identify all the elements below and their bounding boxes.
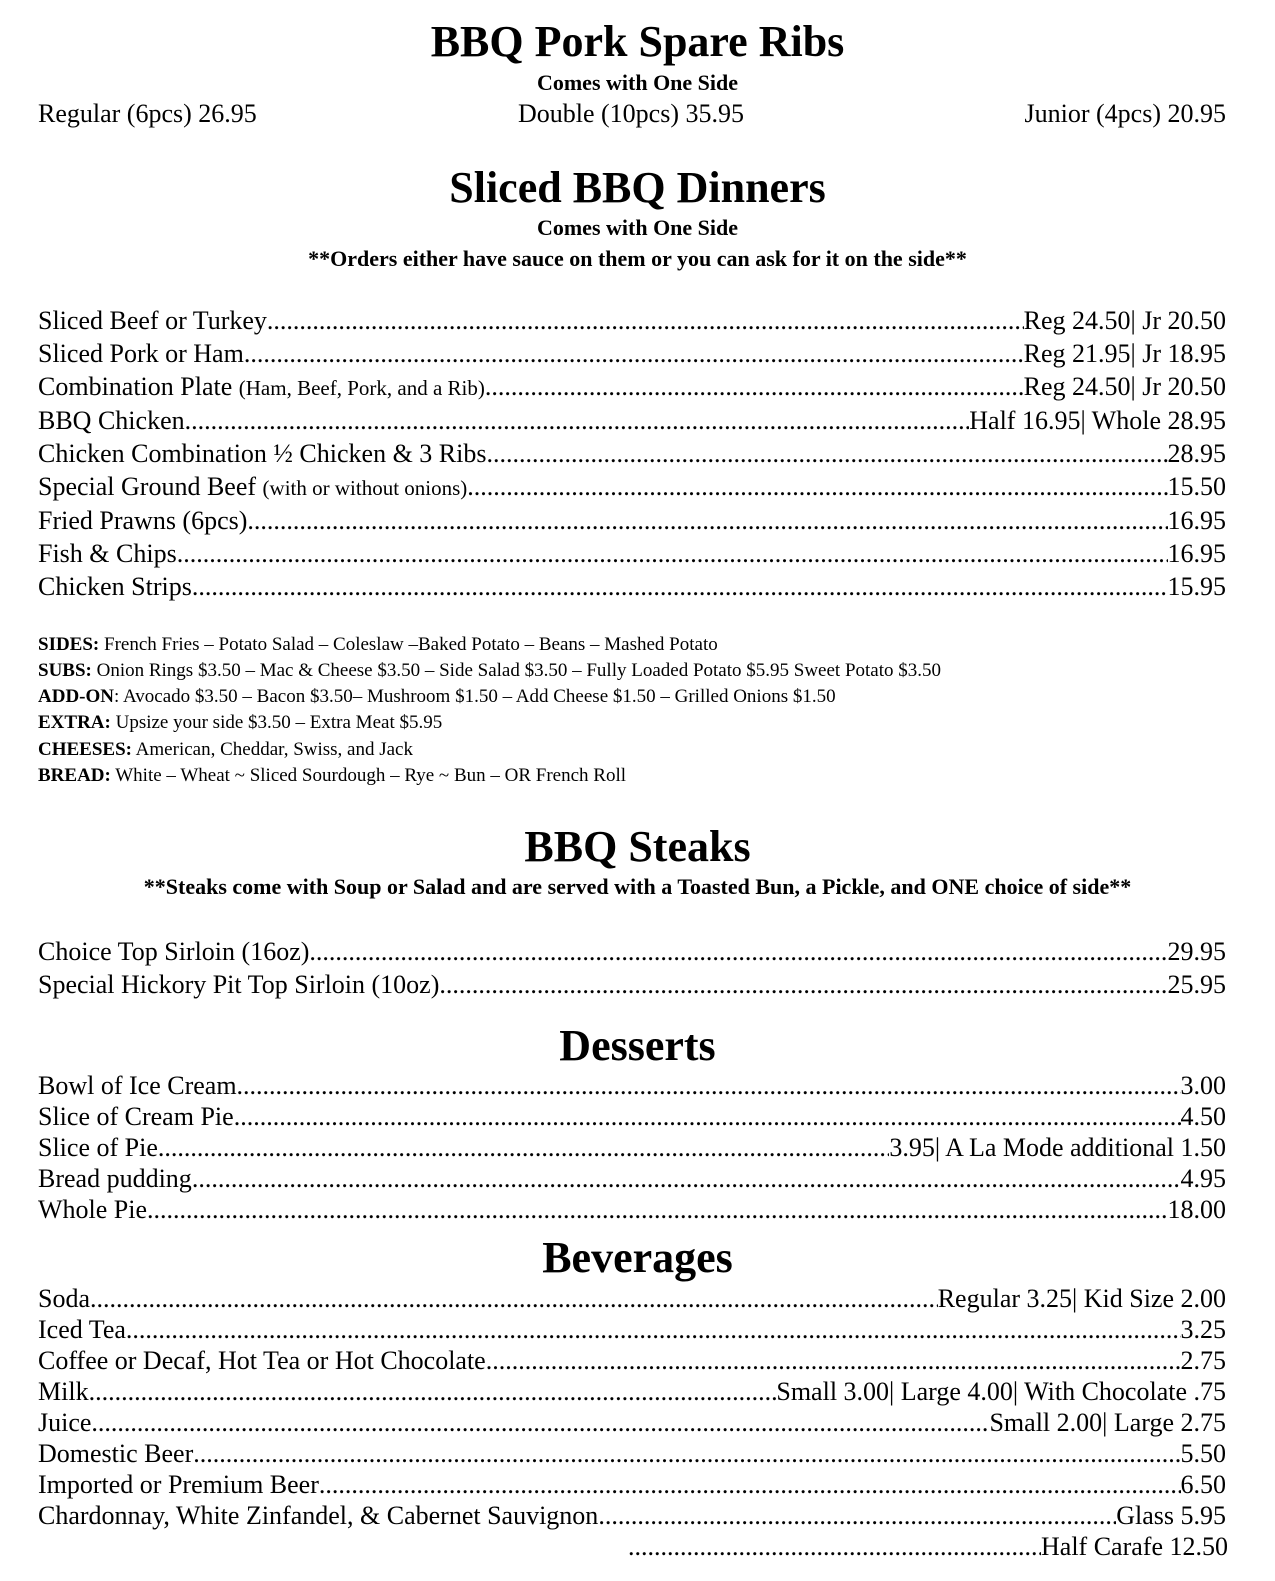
menu-item bbox=[38, 371, 1226, 404]
options-bread bbox=[38, 763, 1238, 789]
item-name: Sliced Pork or Ham bbox=[38, 339, 244, 368]
item-price: 28.95 bbox=[1167, 439, 1226, 468]
option-label: ADD-ON bbox=[38, 686, 114, 707]
options-cheeses bbox=[38, 737, 1238, 763]
ribs-title: BBQ Pork Spare Ribs bbox=[430, 17, 845, 66]
item-name: Bread pudding bbox=[38, 1164, 192, 1193]
steaks-title: BBQ Steaks bbox=[524, 822, 751, 871]
options-sides bbox=[38, 632, 1238, 658]
item-name: Slice of Cream Pie bbox=[38, 1102, 234, 1131]
options-add-on bbox=[38, 684, 1238, 710]
item-name: Whole Pie bbox=[38, 1195, 148, 1224]
leader-dots bbox=[90, 1283, 938, 1315]
item-name: Juice bbox=[38, 1408, 92, 1437]
ribs-subtitle: Comes with One Side bbox=[536, 70, 739, 95]
steaks-note: **Steaks come with Soup or Salad and are served with a Toasted Bun, a Pickle, and ONE choice of side** bbox=[143, 874, 1132, 899]
menu-item bbox=[38, 1345, 1226, 1377]
leader-dots bbox=[234, 1101, 1181, 1133]
leader-dots bbox=[237, 1070, 1181, 1102]
item-price: 3.25 bbox=[1180, 1315, 1226, 1344]
item-name-text: Special Ground Beef bbox=[38, 472, 263, 501]
item-price: 29.95 bbox=[1167, 937, 1226, 966]
menu-item bbox=[38, 1163, 1226, 1195]
leader-dots bbox=[439, 969, 1167, 1001]
item-price: Reg 24.50| Jr 20.50 bbox=[1023, 306, 1226, 335]
menu-item bbox=[38, 1438, 1226, 1470]
menu-item bbox=[38, 1283, 1226, 1315]
item-name: Chicken Strips bbox=[38, 572, 192, 601]
option-text: : Avocado $3.50 – Bacon $3.50– Mushroom $1.50 – Add Cheese $1.50 – Grilled Onions $1.50 bbox=[114, 686, 836, 707]
leader-dots bbox=[177, 538, 1168, 570]
leader-dots bbox=[486, 1345, 1181, 1377]
option-label: BREAD: bbox=[38, 765, 111, 786]
leader-dots bbox=[193, 1438, 1180, 1470]
item-price: 4.95 bbox=[1180, 1164, 1226, 1193]
item-name: Special Hickory Pit Top Sirloin (10oz) bbox=[38, 970, 440, 999]
item-price: 18.00 bbox=[1167, 1195, 1226, 1224]
item-name: Choice Top Sirloin (16oz) bbox=[38, 937, 310, 966]
menu-item bbox=[38, 1407, 1226, 1439]
item-name bbox=[38, 371, 485, 404]
item-name: Chardonnay, White Zinfandel, & Cabernet Sauvignon bbox=[38, 1501, 599, 1530]
ribs-option-double: Double (10pcs) 35.95 bbox=[517, 99, 744, 128]
menu-item bbox=[38, 438, 1226, 470]
options-extra bbox=[38, 710, 1238, 736]
sliced-note: **Orders either have sauce on them or you can ask for it on the side** bbox=[308, 246, 967, 271]
item-price: 2.75 bbox=[1180, 1346, 1226, 1375]
leader-dots bbox=[147, 1194, 1167, 1226]
menu-item bbox=[38, 1132, 1226, 1164]
item-price: 25.95 bbox=[1167, 970, 1226, 999]
item-price: 3.00 bbox=[1180, 1071, 1226, 1100]
menu-item bbox=[38, 1469, 1226, 1501]
options-subs bbox=[38, 658, 1238, 684]
leader-dots bbox=[267, 305, 1024, 337]
menu-item bbox=[38, 571, 1226, 603]
leader-dots bbox=[628, 1531, 1041, 1563]
menu-item bbox=[38, 1101, 1226, 1133]
item-name-text: Combination Plate bbox=[38, 372, 239, 401]
item-price: Small 2.00| Large 2.75 bbox=[989, 1408, 1226, 1437]
item-price: Small 3.00| Large 4.00| With Chocolate .75 bbox=[776, 1377, 1226, 1406]
menu-item bbox=[38, 405, 1226, 437]
leader-dots bbox=[309, 936, 1167, 968]
menu-item bbox=[38, 1314, 1226, 1346]
leader-dots bbox=[192, 571, 1168, 603]
option-label: CHEESES: bbox=[38, 739, 132, 760]
item-name bbox=[38, 471, 467, 504]
item-name: Milk bbox=[38, 1377, 89, 1406]
item-detail: (with or without onions) bbox=[262, 476, 468, 500]
item-price: Reg 21.95| Jr 18.95 bbox=[1023, 339, 1226, 368]
menu-item bbox=[38, 471, 1226, 504]
item-price: Half Carafe 12.50 bbox=[1041, 1532, 1228, 1561]
ribs-option-junior: Junior (4pcs) 20.95 bbox=[1024, 99, 1226, 128]
menu-item bbox=[38, 505, 1226, 537]
item-name: Iced Tea bbox=[38, 1315, 126, 1344]
item-price: 15.50 bbox=[1167, 472, 1226, 501]
desserts-title: Desserts bbox=[559, 1021, 716, 1070]
menu-item bbox=[38, 538, 1226, 570]
item-price: 6.50 bbox=[1180, 1470, 1226, 1499]
menu-item bbox=[38, 969, 1226, 1001]
leader-dots bbox=[467, 471, 1167, 503]
option-text: American, Cheddar, Swiss, and Jack bbox=[131, 739, 413, 760]
menu-item bbox=[38, 1194, 1226, 1226]
option-label: SUBS: bbox=[38, 660, 92, 681]
menu-item bbox=[38, 936, 1226, 968]
leader-dots bbox=[91, 1407, 989, 1439]
menu-item-continuation bbox=[628, 1531, 1228, 1563]
item-price: Half 16.95| Whole 28.95 bbox=[969, 406, 1226, 435]
leader-dots bbox=[319, 1469, 1181, 1501]
sliced-subtitle: Comes with One Side bbox=[536, 215, 739, 240]
item-price: Regular 3.25| Kid Size 2.00 bbox=[937, 1284, 1226, 1313]
leader-dots bbox=[486, 438, 1167, 470]
option-text: White – Wheat ~ Sliced Sourdough – Rye ~ Bun – OR French Roll bbox=[110, 765, 627, 786]
item-name: Fish & Chips bbox=[38, 539, 177, 568]
item-name: Fried Prawns (6pcs) bbox=[38, 506, 248, 535]
leader-dots bbox=[126, 1314, 1181, 1346]
item-name: Imported or Premium Beer bbox=[38, 1470, 319, 1499]
leader-dots bbox=[192, 1163, 1181, 1195]
item-price: 5.50 bbox=[1180, 1439, 1226, 1468]
leader-dots bbox=[485, 371, 1024, 403]
item-price: Reg 24.50| Jr 20.50 bbox=[1023, 372, 1226, 401]
item-price: 16.95 bbox=[1167, 506, 1226, 535]
menu-item bbox=[38, 338, 1226, 370]
option-text: Onion Rings $3.50 – Mac & Cheese $3.50 – Side Salad $3.50 – Fully Loaded Potato $5.95 Sweet Potato $3.50 bbox=[91, 660, 941, 681]
item-price: 16.95 bbox=[1167, 539, 1226, 568]
option-text: Upsize your side $3.50 – Extra Meat $5.95 bbox=[110, 712, 443, 733]
item-price: Glass 5.95 bbox=[1116, 1501, 1226, 1530]
item-price: 15.95 bbox=[1167, 572, 1226, 601]
menu-item bbox=[38, 1070, 1226, 1102]
item-detail: (Ham, Beef, Pork, and a Rib) bbox=[238, 376, 485, 400]
item-name: Sliced Beef or Turkey bbox=[38, 306, 267, 335]
menu-item bbox=[38, 1500, 1226, 1532]
menu-item bbox=[38, 305, 1226, 337]
item-name: BBQ Chicken bbox=[38, 406, 185, 435]
item-price: 3.95| A La Mode additional 1.50 bbox=[889, 1133, 1226, 1162]
leader-dots bbox=[247, 505, 1167, 537]
item-name: Chicken Combination ½ Chicken & 3 Ribs bbox=[38, 439, 487, 468]
menu-item bbox=[38, 1376, 1226, 1408]
item-name: Bowl of Ice Cream bbox=[38, 1071, 237, 1100]
item-name: Coffee or Decaf, Hot Tea or Hot Chocolate bbox=[38, 1346, 486, 1375]
leader-dots bbox=[185, 405, 970, 437]
item-name: Domestic Beer bbox=[38, 1439, 194, 1468]
leader-dots bbox=[89, 1376, 777, 1408]
option-label: SIDES: bbox=[38, 634, 100, 655]
option-label: EXTRA: bbox=[38, 712, 111, 733]
leader-dots bbox=[158, 1132, 889, 1164]
item-name: Slice of Pie bbox=[38, 1133, 158, 1162]
item-name: Soda bbox=[38, 1284, 90, 1313]
sliced-title: Sliced BBQ Dinners bbox=[449, 163, 826, 212]
leader-dots bbox=[598, 1500, 1116, 1532]
option-text: French Fries – Potato Salad – Coleslaw –Baked Potato – Beans – Mashed Potato bbox=[99, 634, 718, 655]
leader-dots bbox=[244, 338, 1024, 370]
beverages-title: Beverages bbox=[542, 1233, 733, 1282]
ribs-option-regular: Regular (6pcs) 26.95 bbox=[38, 99, 257, 128]
item-price: 4.50 bbox=[1180, 1102, 1226, 1131]
